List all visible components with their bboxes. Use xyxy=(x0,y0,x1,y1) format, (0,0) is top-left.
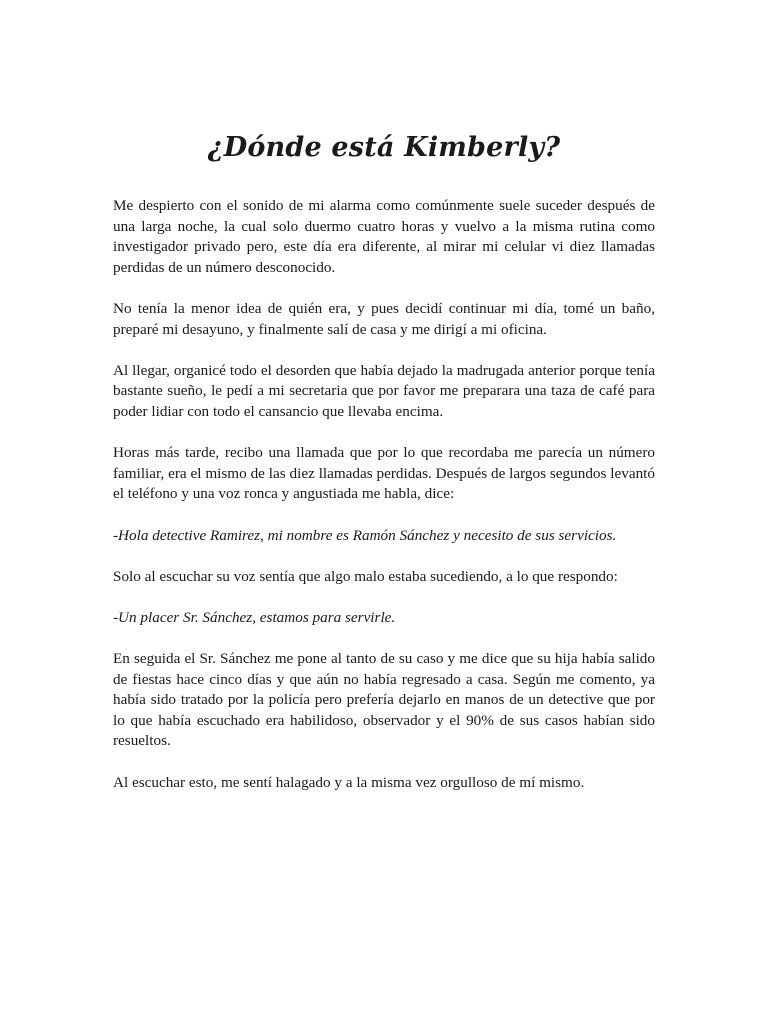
document-title: ¿Dónde está Kimberly? xyxy=(207,132,561,163)
dialog-line: -Un placer Sr. Sánchez, estamos para servirle. xyxy=(113,608,396,626)
paragraph: Al escuchar esto, me sentí halagado y a la misma vez orgulloso de mí mismo. xyxy=(113,773,585,791)
dialog-line: -Hola detective Ramirez, mi nombre es Ramón Sánchez y necesito de sus servicios. xyxy=(113,526,617,544)
paragraph: Horas más tarde, recibo una llamada que por lo que recordaba me parecía un número familiar, era el mismo de las diez llamadas perdidas. Después de largos segundos levantó el teléfono y una voz ronca y angustiada me habla, dice: xyxy=(113,444,655,503)
paragraph: Me despierto con el sonido de mi alarma como comúnmente suele suceder después de una larga noche, la cual solo duermo cuatro horas y vuelvo a la misma rutina como investigador privado pero, este día era diferente, al mirar mi celular vi diez llamadas perdidas de un número desconocido. xyxy=(113,197,655,276)
document-body xyxy=(113,196,655,814)
paragraph: Al llegar, organicé todo el desorden que había dejado la madrugada anterior porque tenía bastante sueño, le pedí a mi secretaria que por favor me preparara una taza de café para poder lidiar con todo el cansancio que llevaba encima. xyxy=(113,361,655,420)
paragraph: No tenía la menor idea de quién era, y pues decidí continuar mi día, tomé un baño, preparé mi desayuno, y finalmente salí de casa y me dirigí a mi oficina. xyxy=(113,299,655,338)
paragraph: Solo al escuchar su voz sentía que algo malo estaba sucediendo, a lo que respondo: xyxy=(113,567,618,585)
paragraph: En seguida el Sr. Sánchez me pone al tanto de su caso y me dice que su hija había salido de fiestas hace cinco días y que aún no había regresado a casa. Según me comento, ya había sido tratado por la policía pero prefería dejarlo en manos de un detective que por lo que había escuchado era habilidoso, observador y el 90% de sus casos habían sido resueltos. xyxy=(113,650,655,750)
